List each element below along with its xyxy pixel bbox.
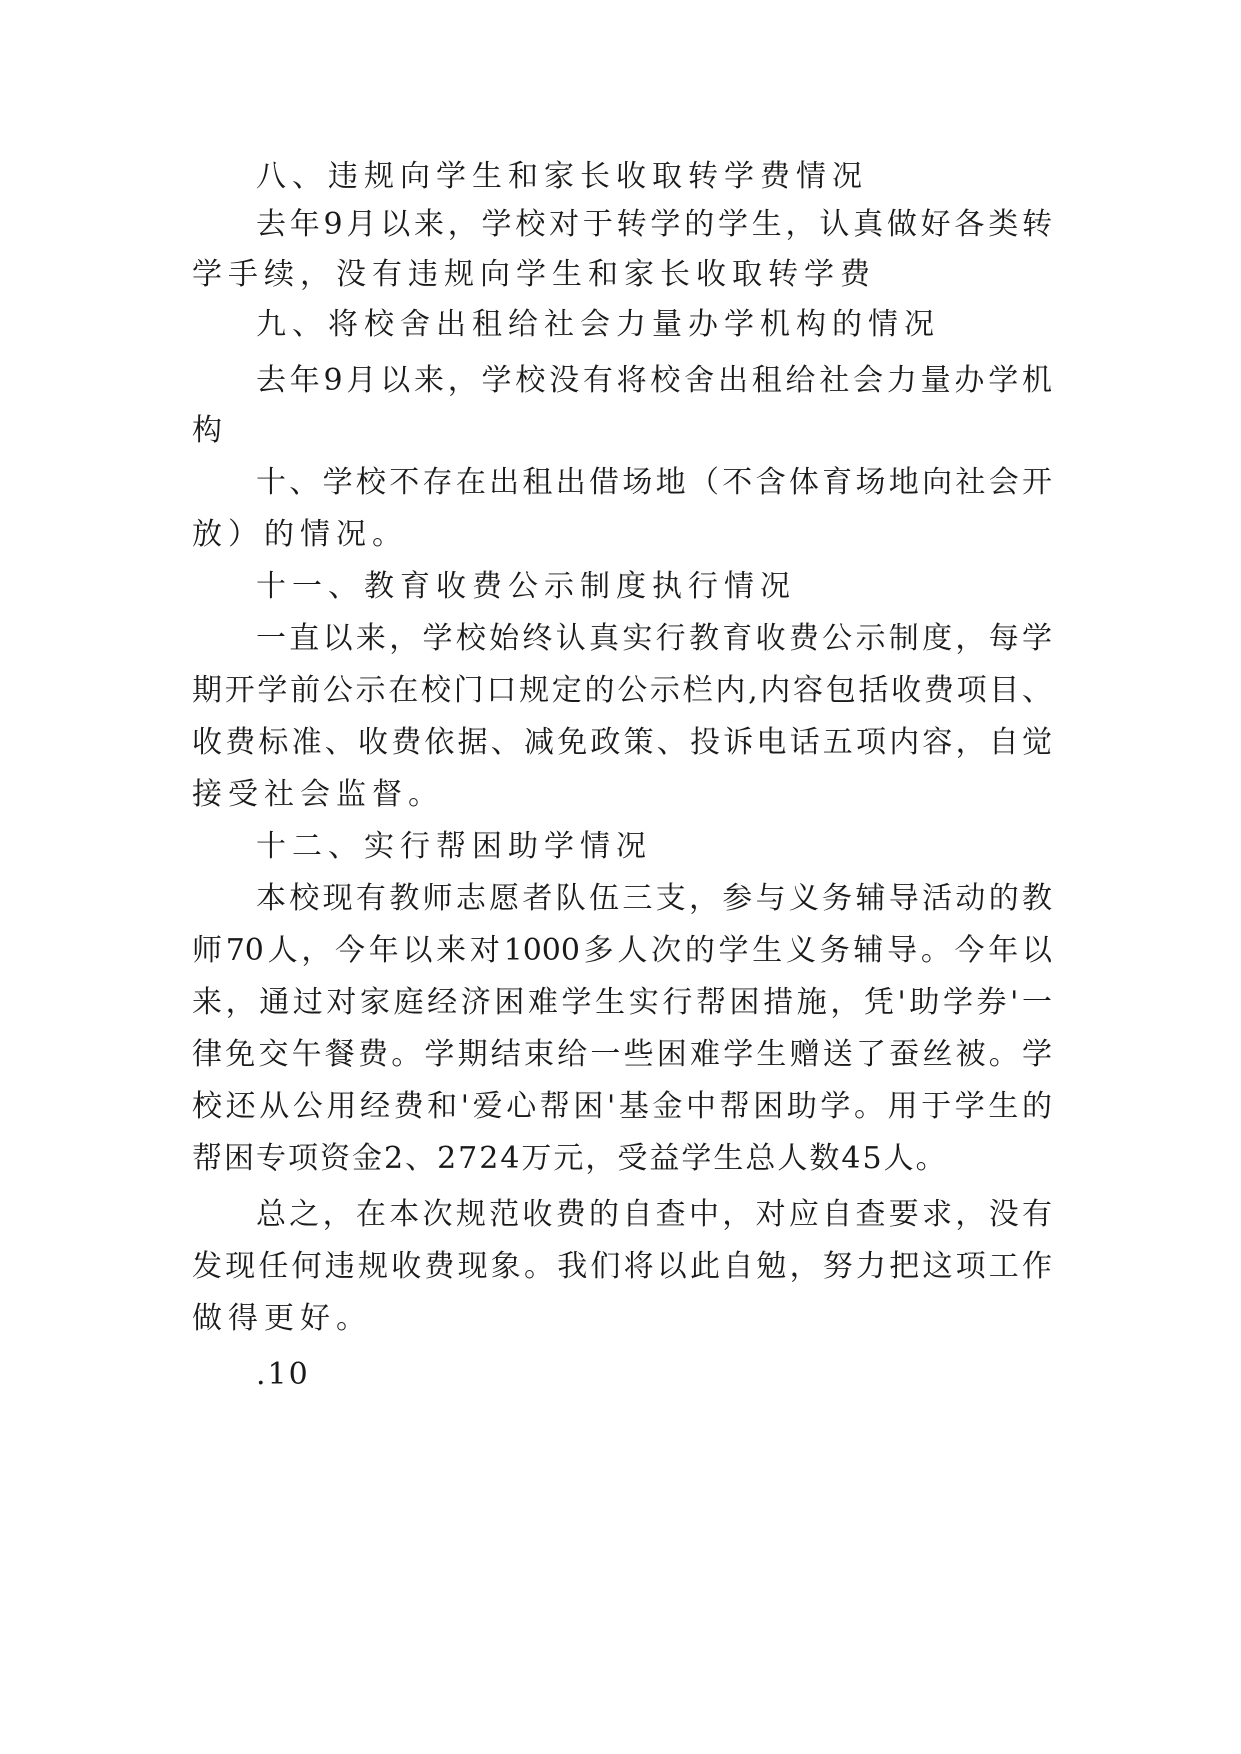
paragraph-line: 接受社会监督。	[192, 777, 444, 812]
paragraph-line: 发现任何违规收费现象。我们将以此自勉，努力把这项工作	[192, 1249, 1052, 1284]
paragraph-line: 校还从公用经费和'爱心帮困'基金中帮困助学。用于学生的	[192, 1089, 1052, 1124]
paragraph-line: 期开学前公示在校门口规定的公示栏内,内容包括收费项目、	[192, 673, 1052, 708]
paragraph-line: 放）的情况。	[192, 517, 408, 552]
paragraph-line: 一直以来，学校始终认真实行教育收费公示制度，每学	[256, 621, 1052, 656]
paragraph-line: 收费标准、收费依据、减免政策、投诉电话五项内容，自觉	[192, 725, 1052, 760]
section-heading-10: 十、学校不存在出租出借场地（不含体育场地向社会开	[256, 465, 1052, 500]
section-heading-8: 八、违规向学生和家长收取转学费情况	[256, 159, 868, 194]
paragraph-line: 构	[192, 413, 228, 448]
page-number: .10	[256, 1357, 310, 1392]
paragraph-line: 去年9月以来，学校没有将校舍出租给社会力量办学机	[256, 363, 1052, 398]
section-heading-11: 十一、教育收费公示制度执行情况	[256, 569, 796, 604]
section-heading-9: 九、将校舍出租给社会力量办学机构的情况	[256, 307, 940, 342]
paragraph-line: 律免交午餐费。学期结束给一些困难学生赠送了蚕丝被。学	[192, 1037, 1052, 1072]
section-heading-12: 十二、实行帮困助学情况	[256, 829, 652, 864]
paragraph-line: 总之，在本次规范收费的自查中，对应自查要求，没有	[256, 1197, 1052, 1232]
paragraph-line: 来，通过对家庭经济困难学生实行帮困措施，凭'助学券'一	[192, 985, 1052, 1020]
paragraph-line: 本校现有教师志愿者队伍三支，参与义务辅导活动的教	[256, 881, 1052, 916]
paragraph-line: 去年9月以来，学校对于转学的学生，认真做好各类转	[256, 207, 1052, 242]
paragraph-line: 学手续，没有违规向学生和家长收取转学费	[192, 257, 876, 292]
paragraph-line: 师70人，今年以来对1000多人次的学生义务辅导。今年以	[192, 933, 1052, 968]
paragraph-line: 做得更好。	[192, 1301, 372, 1336]
paragraph-line: 帮困专项资金2、2724万元，受益学生总人数45人。	[192, 1141, 948, 1176]
